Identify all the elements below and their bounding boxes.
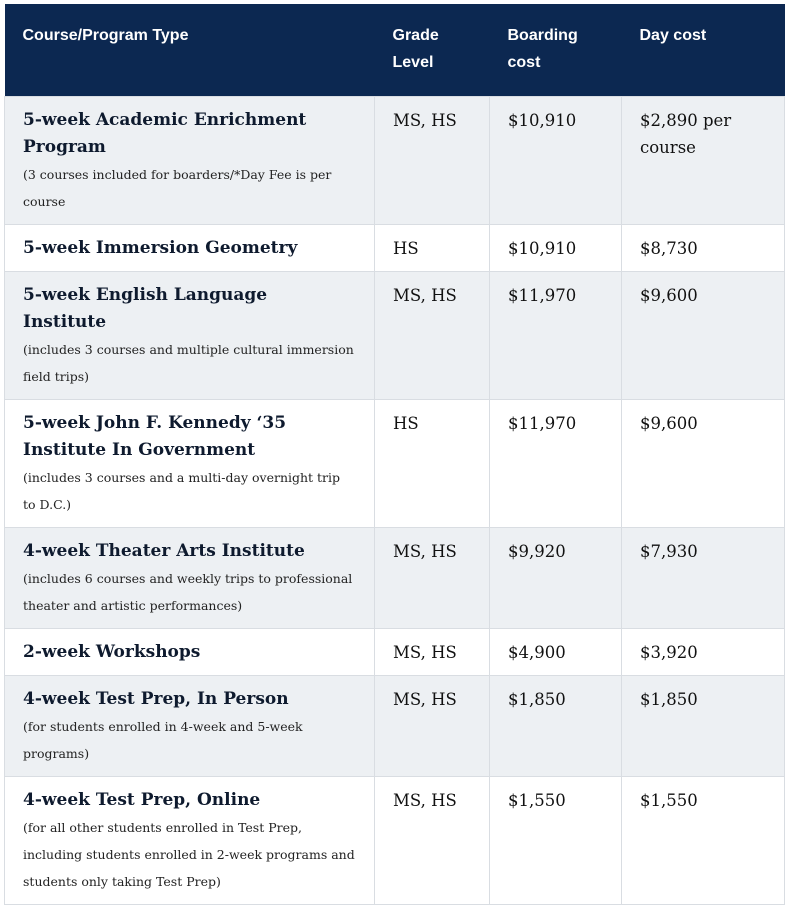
program-cell [5, 272, 375, 400]
day-cell [622, 400, 785, 528]
day-value: $1,550 [640, 791, 698, 810]
day-cell [622, 97, 785, 225]
boarding-value: $1,850 [508, 690, 566, 709]
grade-cell [375, 225, 490, 272]
grade-cell [375, 676, 490, 777]
program-cell [5, 400, 375, 528]
table-row [5, 225, 785, 272]
table-row [5, 777, 785, 905]
program-cell [5, 629, 375, 676]
program-name: 2-week Workshops [23, 642, 201, 662]
grade-value: MS, HS [393, 791, 457, 810]
program-note: (3 courses included for boarders/*Day Fee is per course [23, 167, 332, 209]
program-name: 4-week Test Prep, Online [23, 790, 261, 810]
program-cell [5, 225, 375, 272]
day-cell [622, 225, 785, 272]
boarding-cell [490, 676, 622, 777]
header-boarding-cost: Boarding cost [490, 4, 622, 97]
boarding-cell [490, 97, 622, 225]
table-row [5, 272, 785, 400]
boarding-value: $10,910 [508, 111, 577, 130]
program-name: 4-week Theater Arts Institute [23, 541, 305, 561]
boarding-value: $9,920 [508, 542, 566, 561]
table-header [5, 4, 785, 97]
grade-value: MS, HS [393, 111, 457, 130]
program-note: (includes 3 courses and multiple cultural immersion field trips) [23, 342, 354, 384]
boarding-cell [490, 225, 622, 272]
boarding-value: $4,900 [508, 643, 566, 662]
day-value: $2,890 per course [640, 111, 732, 157]
program-name: 4-week Test Prep, In Person [23, 689, 289, 709]
program-cell [5, 528, 375, 629]
boarding-cell [490, 629, 622, 676]
day-value: $9,600 [640, 286, 698, 305]
grade-value: MS, HS [393, 542, 457, 561]
pricing-table [4, 4, 785, 905]
program-cell [5, 97, 375, 225]
boarding-cell [490, 528, 622, 629]
boarding-cell [490, 272, 622, 400]
program-note: (for all other students enrolled in Test Prep, including students enrolled in 2-week programs and students only taking Test Prep) [23, 820, 355, 889]
day-cell [622, 272, 785, 400]
boarding-cell [490, 400, 622, 528]
day-value: $3,920 [640, 643, 698, 662]
day-cell [622, 629, 785, 676]
table-row [5, 97, 785, 225]
boarding-value: $10,910 [508, 239, 577, 258]
grade-value: HS [393, 239, 419, 258]
table-row [5, 676, 785, 777]
day-cell [622, 777, 785, 905]
program-note: (includes 3 courses and a multi-day overnight trip to D.C.) [23, 470, 341, 512]
day-value: $9,600 [640, 414, 698, 433]
boarding-value: $11,970 [508, 414, 577, 433]
program-name: 5-week English Language Institute [23, 285, 268, 332]
grade-cell [375, 400, 490, 528]
table-row [5, 528, 785, 629]
pricing-table-container [4, 4, 784, 905]
program-name: 5-week Immersion Geometry [23, 238, 298, 258]
grade-cell [375, 777, 490, 905]
grade-value: MS, HS [393, 643, 457, 662]
day-cell [622, 676, 785, 777]
grade-cell [375, 528, 490, 629]
header-program-type: Course/Program Type [5, 4, 375, 97]
program-name: 5-week John F. Kennedy ‘35 Institute In Government [23, 413, 287, 460]
grade-value: HS [393, 414, 419, 433]
header-grade-level: Grade Level [375, 4, 490, 97]
boarding-value: $11,970 [508, 286, 577, 305]
day-value: $8,730 [640, 239, 698, 258]
day-value: $1,850 [640, 690, 698, 709]
boarding-value: $1,550 [508, 791, 566, 810]
grade-cell [375, 629, 490, 676]
grade-value: MS, HS [393, 690, 457, 709]
table-row [5, 400, 785, 528]
program-cell [5, 676, 375, 777]
table-row [5, 629, 785, 676]
program-cell [5, 777, 375, 905]
program-note: (for students enrolled in 4-week and 5-week programs) [23, 719, 303, 761]
program-name: 5-week Academic Enrichment Program [23, 110, 307, 157]
table-body [5, 97, 785, 905]
day-cell [622, 528, 785, 629]
boarding-cell [490, 777, 622, 905]
grade-value: MS, HS [393, 286, 457, 305]
grade-cell [375, 97, 490, 225]
grade-cell [375, 272, 490, 400]
header-row [5, 4, 785, 97]
header-day-cost: Day cost [622, 4, 785, 97]
day-value: $7,930 [640, 542, 698, 561]
program-note: (includes 6 courses and weekly trips to professional theater and artistic performances) [23, 571, 353, 613]
